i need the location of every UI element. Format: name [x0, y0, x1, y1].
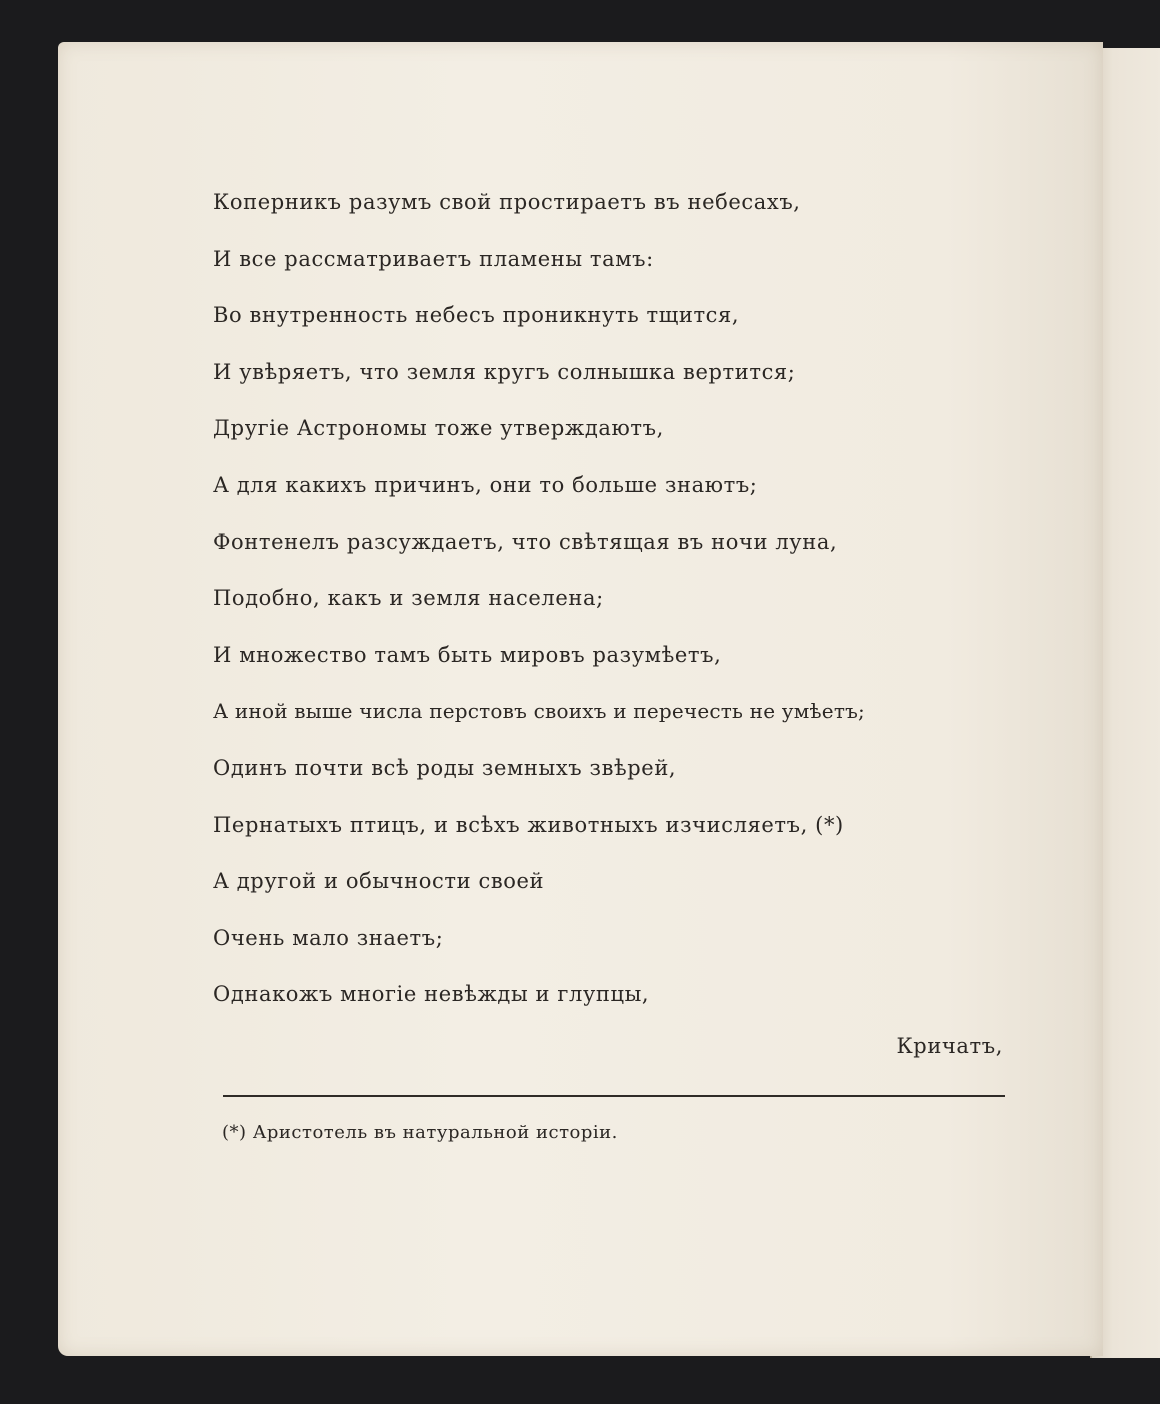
footnote-rule — [223, 1095, 1005, 1097]
poem-line: Пернатыхъ птицъ, и всѣхъ животныхъ изчисляетъ, (*) — [213, 812, 844, 837]
poem-line: Коперникъ разумъ свой простираетъ въ небесахъ, — [213, 190, 801, 214]
poem-line: А другой и обычности своей — [213, 869, 545, 894]
footnote: (*) Аристотель въ натуральной исторiи. — [222, 1122, 618, 1143]
poem-line: Однакожъ многiе невѣжды и глупцы, — [213, 982, 650, 1007]
poem-line: Одинъ почти всѣ роды земныхъ звѣрей, — [213, 755, 677, 780]
catchword: Кричатъ, — [896, 1034, 1003, 1058]
poem-line: И все рассматриваетъ пламены тамъ: — [213, 246, 654, 271]
poem-line: Другiе Астрономы тоже утверждаютъ, — [213, 416, 664, 441]
poem-line: И множество тамъ быть мировъ разумѣетъ, — [213, 642, 722, 667]
poem-line: Подобно, какъ и земля населена; — [213, 586, 604, 611]
poem-line: И увѣряетъ, что земля кругъ солнышка вертится; — [213, 359, 796, 384]
poem-line: А иной выше числа перстовъ своихъ и перечесть не умѣетъ; — [213, 699, 865, 724]
poem-text — [213, 180, 1013, 1029]
poem-line: Очень мало знаетъ; — [213, 925, 444, 950]
poem-line: Фонтенелъ разсуждаетъ, что свѣтящая въ ночи луна, — [213, 529, 838, 554]
poem-line: А для какихъ причинъ, они то больше знаютъ; — [213, 472, 758, 497]
poem-line: Во внутренность небесъ проникнуть тщится, — [213, 303, 740, 328]
